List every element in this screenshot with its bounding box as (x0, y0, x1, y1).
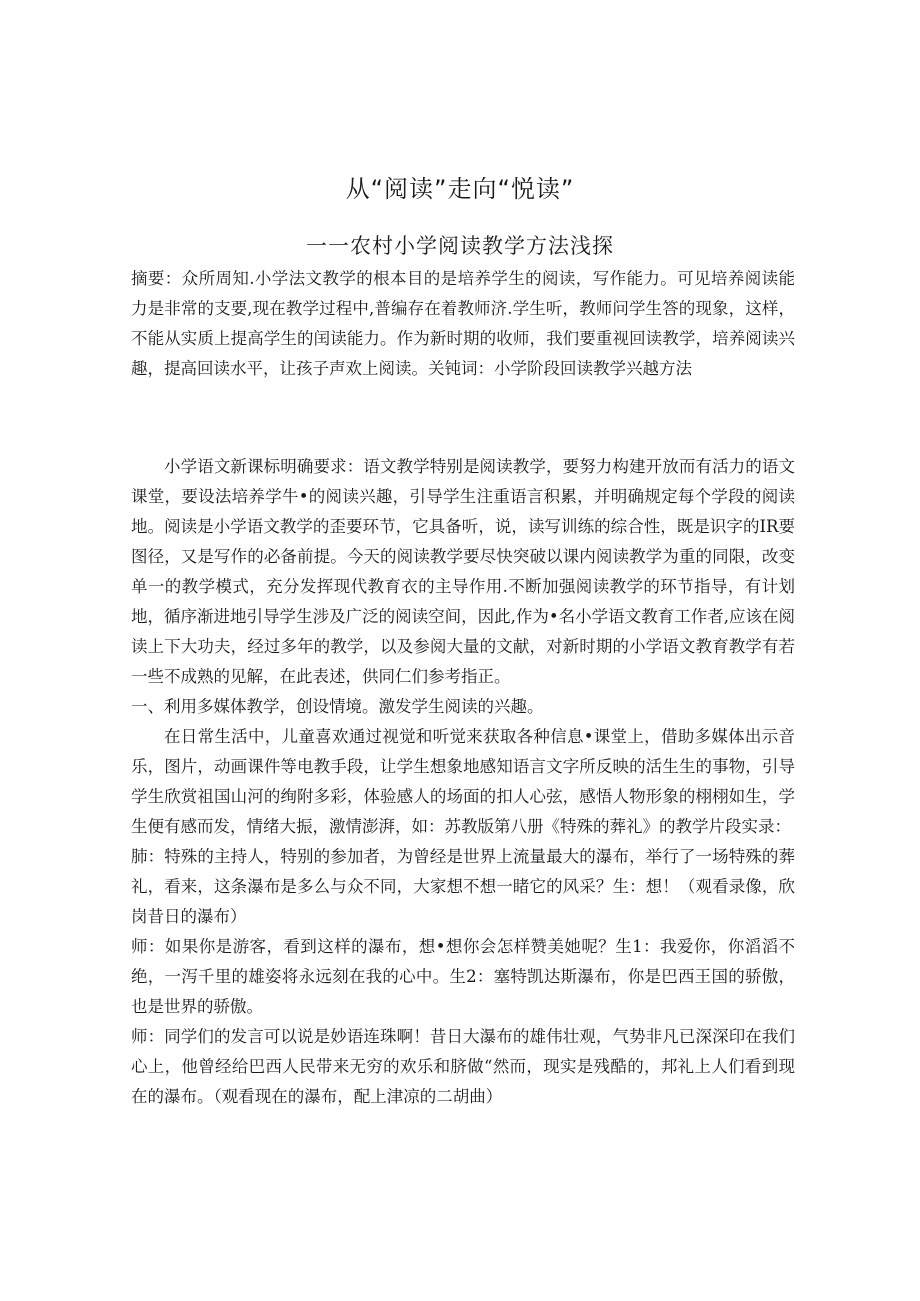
abstract-text: 摘要：众所周知.小学法文教学的根本目的是培养学生的阅读，写作能力。可见培养阅读能力是非常的支要,现在教学过程中,普编存在着教师济.学生听，教师问学生答的现象，这样，不能从实质上提高学生的闰读能力。作为新时期的收师，我们要重视回读教学，培养阅读兴趣，提高回读水平，让孩子声欢上阅读。关钝词：小学阶段回读教学兴越方法 (131, 269, 795, 378)
paragraph-dialogue-3: 师：同学们的发言可以说是妙语连珠啊！昔日大瀑布的雄伟壮观，气势非凡已深深印在我们心上，他曾经给巴西人民带来无穷的欢乐和脐做“然而，现实是残酷的，邦礼上人们看到现在的瀑布。（观看现在的瀑布，配上津凉的二胡曲） (131, 1027, 795, 1106)
paragraph-dialogue-1: 肺：特殊的主持人，特别的参加者，为曾经是世界上流量最大的瀑布，举行了一场特殊的葬礼，看来，这条瀑布是多么与众不同，大家想不想一睹它的风采？生：想！（观看录像，欣岗昔日的瀑布） (131, 847, 795, 926)
document-title: 从“阅读”走向“悦读” (345, 175, 575, 203)
abstract (131, 264, 795, 384)
paragraph-multimedia: 在日常生活中，儿童喜欢通过视觉和听觉来获取各种信息•课堂上，借助多媒体出示音乐，图片，动画课件等电教手段，让学生想象地感知语言文字所反映的活生生的事物，引导学生欣赏祖国山河的绚附多彩，体验感人的场面的扣人心弦，感悟人物形象的栩栩如生，学生便有感而发，情绪大振，激情澎湃，如：苏教版第八册《特殊的葬礼》的教学片段实录： (131, 727, 795, 836)
paragraph-dialogue-2: 师：如果你是游客，看到这样的瀑布，想•想你会怎样赞美她呢？生1：我爱你，你滔滔不绝，一泻千里的雄姿将永远刻在我的心中。生2：塞特凯达斯瀑布，你是巴西王国的骄傲，也是世界的骄傲。 (131, 937, 795, 1016)
main-body (131, 452, 795, 1112)
paragraph-intro: 小学语文新课标明确要求：语文教学特别是阅读教学，要努力构建开放而有活力的语文课堂，要设法培养学牛•的阅读兴趣，引导学生注重语言积累，并明确规定每个学段的阅读地。阅读是小学语文教学的歪要环节，它具备听，说，读写训练的综合性，既是识字的IR要图径，又是写作的必备前提。今天的阅读教学要尽快突破以课内阅读教学为重的同限，改变单一的教学模式，充分发挥现代教育衣的主导作用.不断加强阅读教学的环节指导，有计划地，循序渐进地引导学生涉及广泛的阅读空间，因此,作为•名小学语文教育工作者,应该在阅读上下大功夫，经过多年的教学，以及参阅大量的文献，对新时期的小学语文教育教学有若一些不成熟的见解，在此表述，供同仁们参考指正。 (131, 457, 795, 686)
section-heading-1: 一、利用多媒体教学，创设情境。激发学生阅读的兴趣。 (131, 697, 544, 716)
document-subtitle: 一一农村小学阅读教学方法浅探 (306, 234, 614, 258)
